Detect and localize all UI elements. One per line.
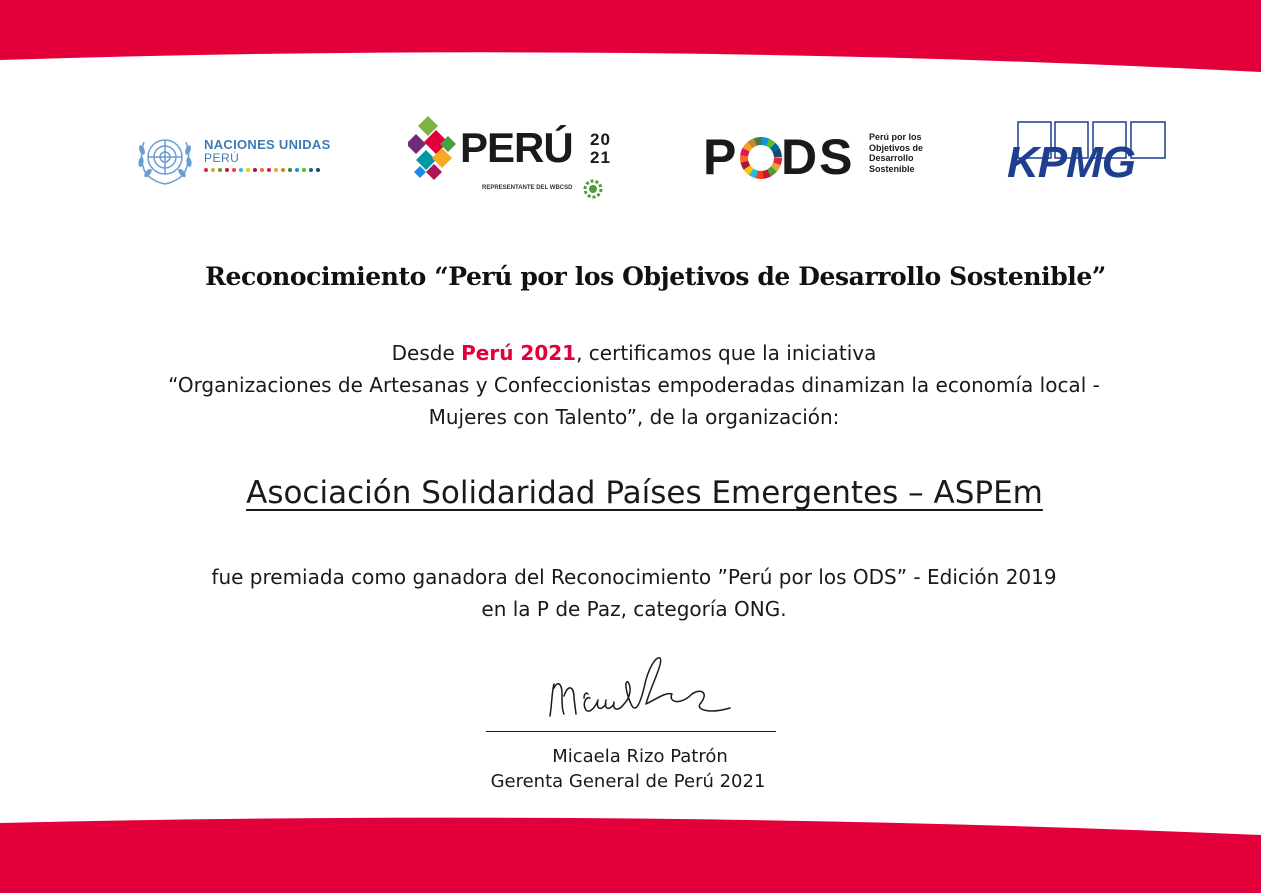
un-emblem-icon (134, 128, 196, 188)
certificate-title-text: Reconocimiento “Perú por los Objetivos de Desarrollo Sostenible” (205, 262, 1106, 291)
signer-role: Gerenta General de Perú 2021 (490, 771, 766, 792)
intro-line-3: Mujeres con Talento”, de la organización: (428, 405, 840, 429)
kpmg-wordmark: KPMG (1007, 138, 1135, 187)
pods-letters-ds: DS (781, 129, 855, 185)
bottom-red-band (0, 813, 1261, 893)
award-line-1: fue premiada como ganadora del Reconocimiento ”Perú por los ODS” - Edición 2019 (211, 565, 1057, 589)
sdg-wheel-icon (739, 136, 783, 180)
peru-2021-mosaic-icon (408, 116, 460, 186)
peru-year-top: 20 (590, 130, 611, 149)
bottom-band-shape (0, 818, 1261, 893)
peru-year-bottom: 21 (590, 148, 611, 167)
signer-name: Micaela Rizo Patrón (552, 746, 728, 767)
naciones-unidas-logo (134, 128, 334, 188)
intro-highlight: Perú 2021 (461, 341, 577, 365)
intro-prefix: Desde (391, 341, 462, 365)
pods-logo (703, 130, 943, 185)
top-red-band (0, 0, 1261, 80)
top-band-shape (0, 0, 1261, 72)
certificate-title (0, 262, 1261, 291)
award-line-2: en la P de Paz, categoría ONG. (481, 597, 787, 621)
wbcsd-tagline: REPRESENTANTE DEL WBCSD (482, 185, 573, 191)
organization-name (0, 475, 1261, 511)
un-subtitle: PERÚ (204, 151, 240, 165)
peru-wordmark: PERÚ (460, 124, 573, 171)
kpmg-logo (1007, 120, 1169, 188)
sdg-color-dots (204, 168, 320, 172)
award-paragraph (0, 561, 1261, 625)
un-title: NACIONES UNIDAS (204, 137, 331, 152)
peru-2021-logo (408, 116, 618, 206)
pods-tagline: Perú por los Objetivos de Desarrollo Sostenible (869, 132, 924, 174)
intro-paragraph (0, 337, 1261, 433)
handwritten-signature (540, 648, 740, 723)
signature-line (486, 731, 776, 732)
intro-suffix: , certificamos que la iniciativa (576, 341, 877, 365)
intro-line-2: “Organizaciones de Artesanas y Confeccionistas empoderadas dinamizan la economía local - (168, 373, 1100, 397)
intro-line-1 (0, 337, 1261, 369)
pods-letter-p: P (703, 129, 737, 185)
organization-name-text: Asociación Solidaridad Países Emergentes – ASPEm (246, 475, 1043, 511)
wbcsd-gear-icon (582, 178, 604, 200)
